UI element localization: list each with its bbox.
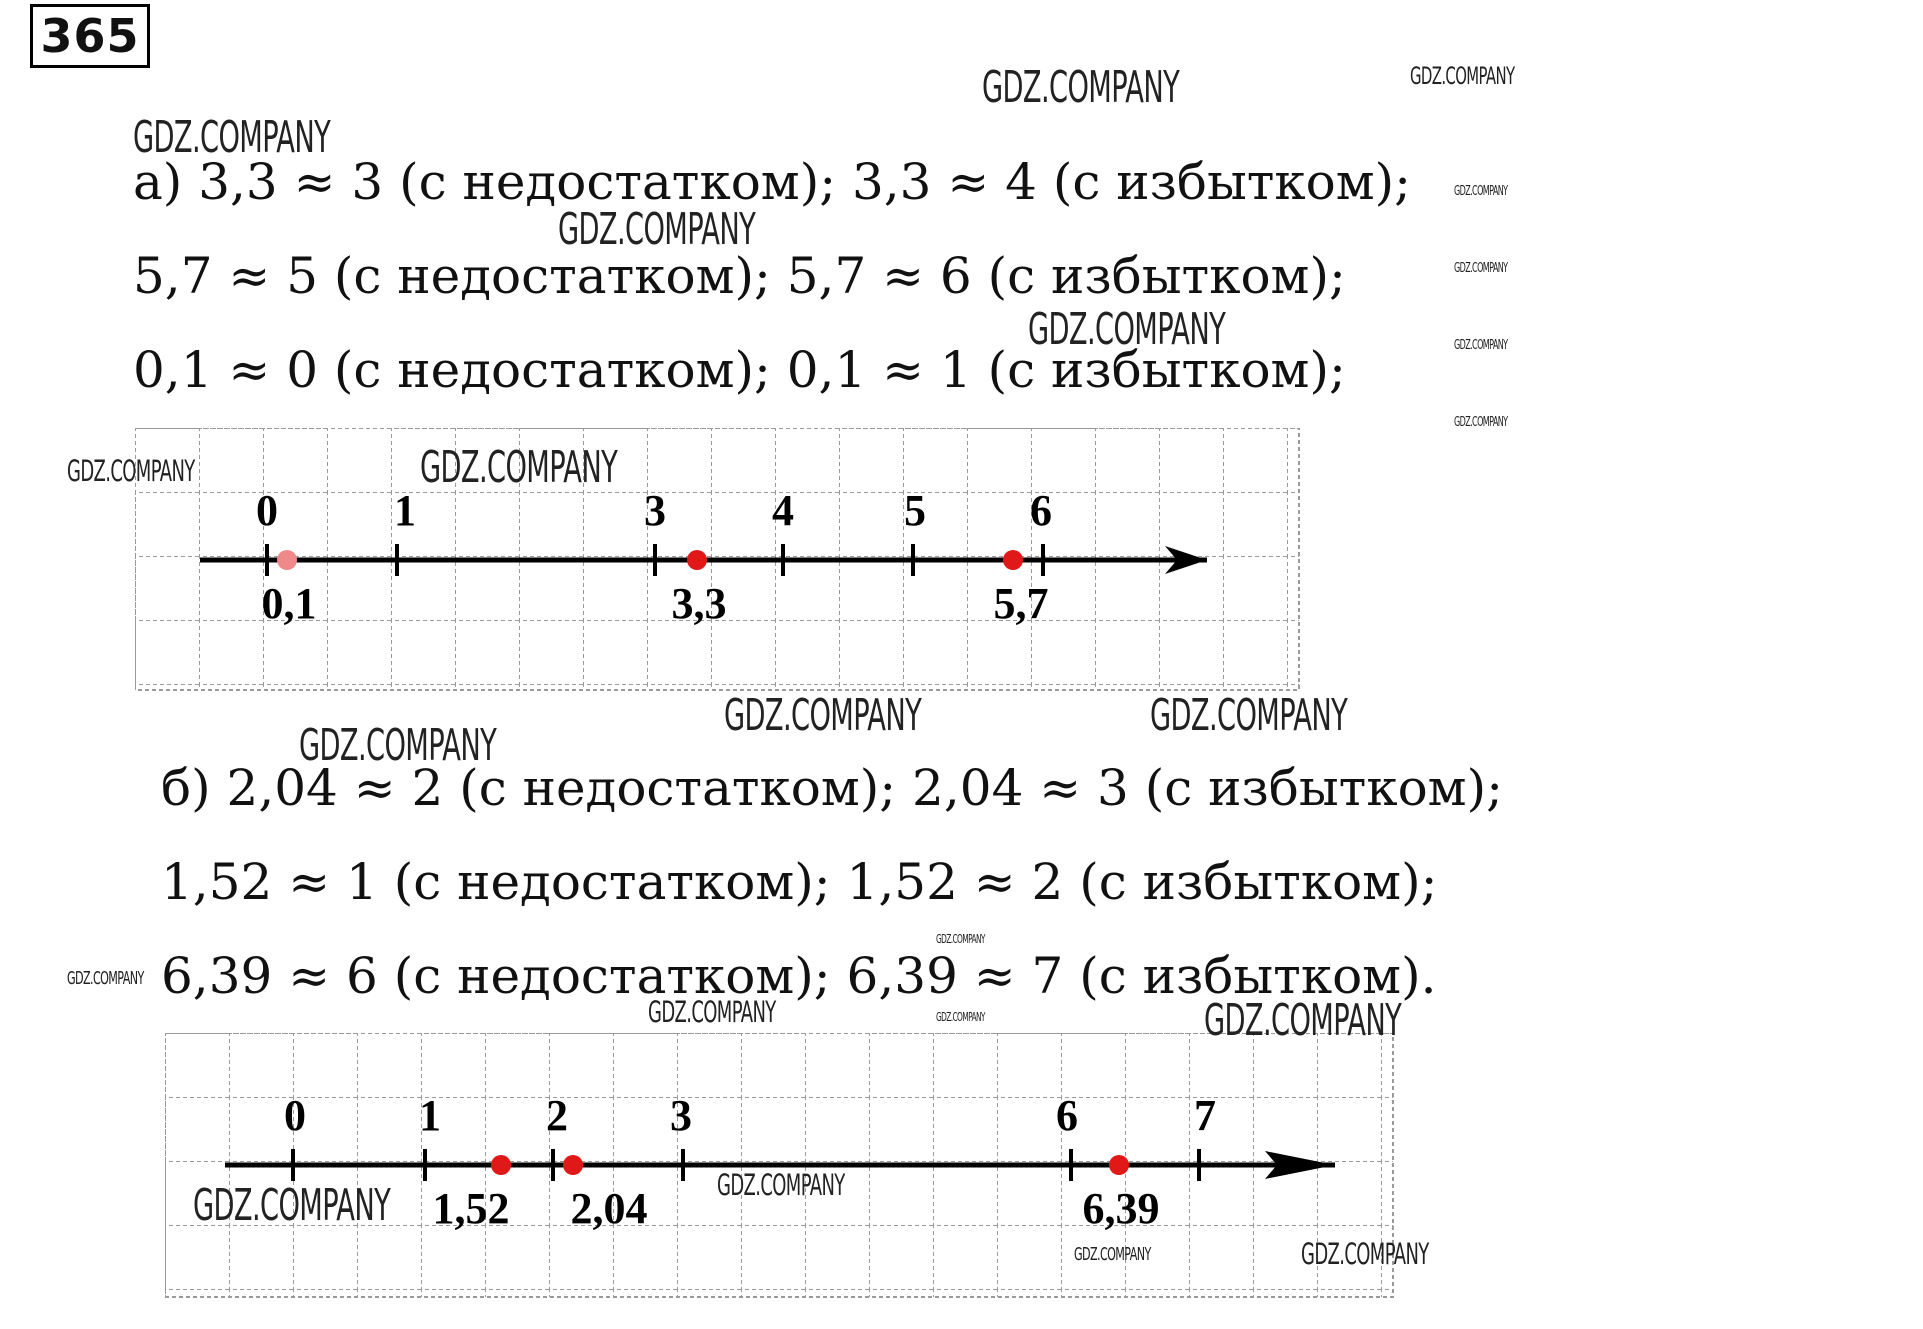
watermark: GDZ.COMPANY bbox=[1301, 1237, 1429, 1271]
number-line-a-svg bbox=[135, 428, 1305, 693]
point-b-6-39 bbox=[1109, 1155, 1129, 1175]
point-a-0-1 bbox=[277, 550, 297, 570]
watermark: GDZ.COMPANY bbox=[420, 442, 618, 493]
tick-label-b-2: 2 bbox=[546, 1091, 568, 1140]
point-label-b-2-04: 2,04 bbox=[570, 1184, 648, 1233]
watermark: GDZ.COMPANY bbox=[67, 968, 144, 989]
watermark: GDZ.COMPANY bbox=[1454, 184, 1508, 199]
watermark: GDZ.COMPANY bbox=[133, 112, 331, 163]
tick-label-b-6: 6 bbox=[1056, 1091, 1078, 1140]
watermark: GDZ.COMPANY bbox=[67, 454, 195, 488]
watermark: GDZ.COMPANY bbox=[1454, 415, 1508, 430]
point-b-1-52 bbox=[491, 1155, 511, 1175]
watermark: GDZ.COMPANY bbox=[193, 1180, 391, 1231]
watermark: GDZ.COMPANY bbox=[982, 62, 1180, 113]
tick-label-b-7: 7 bbox=[1194, 1091, 1216, 1140]
point-label-b-1-52: 1,52 bbox=[432, 1184, 510, 1233]
watermark: GDZ.COMPANY bbox=[724, 690, 922, 741]
point-label-a-5-7: 5,7 bbox=[993, 579, 1049, 628]
part-b-line-3: 6,39 ≈ 6 (с недостатком); 6,39 ≈ 7 (с избытком). bbox=[161, 947, 1437, 1005]
point-label-a-0-1: 0,1 bbox=[261, 579, 317, 628]
tick-label-a-0: 0 bbox=[256, 486, 278, 535]
part-b-line-2: 1,52 ≈ 1 (с недостатком); 1,52 ≈ 2 (с избытком); bbox=[161, 853, 1438, 911]
tick-label-a-1: 1 bbox=[394, 486, 416, 535]
tick-label-a-4: 4 bbox=[772, 486, 794, 535]
watermark: GDZ.COMPANY bbox=[299, 720, 497, 771]
tick-label-b-0: 0 bbox=[284, 1091, 306, 1140]
watermark: GDZ.COMPANY bbox=[1074, 1244, 1151, 1265]
point-b-2-04 bbox=[563, 1155, 583, 1175]
tick-label-a-5: 5 bbox=[904, 486, 926, 535]
watermark: GDZ.COMPANY bbox=[558, 204, 756, 255]
tick-label-b-1: 1 bbox=[419, 1091, 441, 1140]
point-label-b-6-39: 6,39 bbox=[1082, 1184, 1160, 1233]
watermark: GDZ.COMPANY bbox=[1028, 304, 1226, 355]
problem-number: 365 bbox=[30, 4, 150, 68]
part-a-line-1: а) 3,3 ≈ 3 (с недостатком); 3,3 ≈ 4 (с избытком); bbox=[133, 153, 1412, 211]
watermark: GDZ.COMPANY bbox=[1150, 690, 1348, 741]
point-a-5-7 bbox=[1003, 550, 1023, 570]
tick-label-a-6: 6 bbox=[1030, 486, 1052, 535]
tick-label-b-3: 3 bbox=[670, 1091, 692, 1140]
point-label-a-3-3: 3,3 bbox=[671, 579, 727, 628]
watermark: GDZ.COMPANY bbox=[1410, 62, 1515, 90]
number-line-a bbox=[135, 428, 1305, 697]
watermark: GDZ.COMPANY bbox=[936, 1010, 985, 1024]
watermark: GDZ.COMPANY bbox=[936, 932, 985, 946]
part-a-line-2: 5,7 ≈ 5 (с недостатком); 5,7 ≈ 6 (с избытком); bbox=[133, 247, 1346, 305]
watermark: GDZ.COMPANY bbox=[717, 1168, 845, 1202]
watermark: GDZ.COMPANY bbox=[648, 995, 776, 1029]
tick-label-a-3: 3 bbox=[644, 486, 666, 535]
watermark: GDZ.COMPANY bbox=[1204, 995, 1402, 1046]
point-a-3-3 bbox=[687, 550, 707, 570]
watermark: GDZ.COMPANY bbox=[1454, 261, 1508, 276]
watermark: GDZ.COMPANY bbox=[1454, 338, 1508, 353]
part-a-line-3: 0,1 ≈ 0 (с недостатком); 0,1 ≈ 1 (с избытком); bbox=[133, 341, 1346, 399]
part-b-line-1: б) 2,04 ≈ 2 (с недостатком); 2,04 ≈ 3 (с избытком); bbox=[161, 759, 1503, 817]
